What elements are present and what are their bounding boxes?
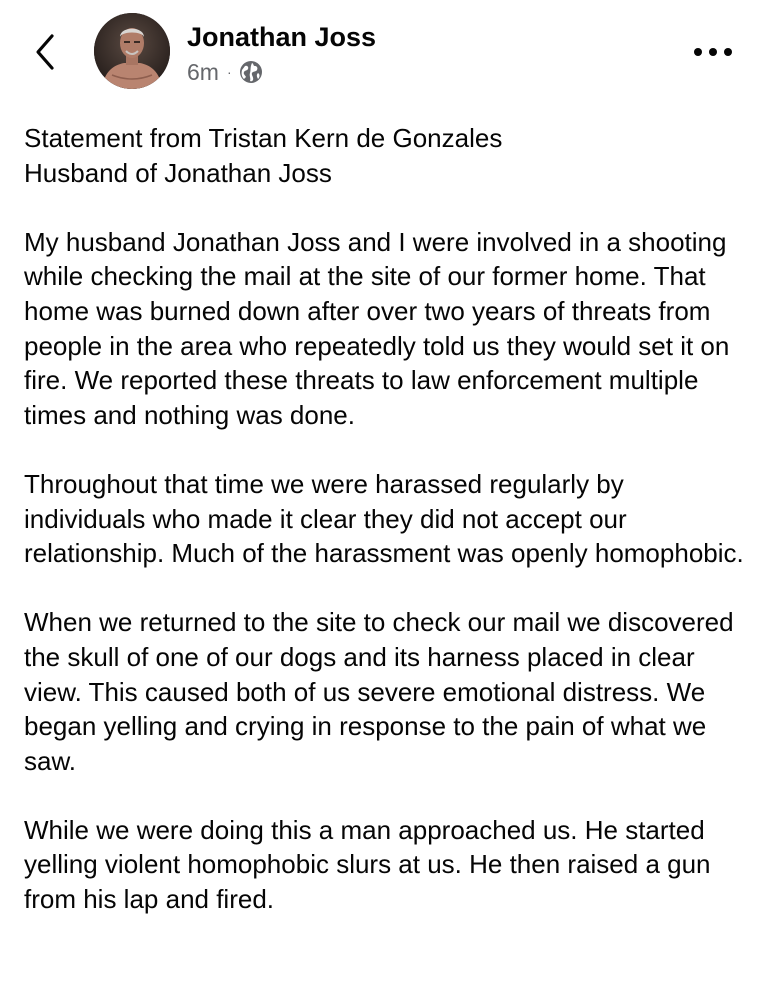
chevron-left-icon [26, 30, 66, 74]
paragraph-2: Throughout that time we were harassed regularly by individuals who made it clear they did not accept our relationship. Much of the harassment was openly homophobic. [24, 468, 744, 569]
author-name[interactable]: Jonathan Joss [187, 22, 377, 52]
heading-line-1: Statement from Tristan Kern de Gonzales [24, 123, 503, 153]
profile-photo [94, 13, 170, 89]
more-dot [709, 48, 717, 56]
post-text [24, 121, 744, 951]
timestamp[interactable]: 6m [187, 59, 219, 85]
paragraph-4: While we were doing this a man approached us. He started yelling violent homophobic slurs at us. He then raised a gun from his lap and fired. [24, 814, 711, 915]
post-header [0, 0, 759, 110]
globe-icon[interactable] [239, 60, 263, 84]
avatar[interactable] [94, 13, 170, 89]
post-meta [187, 58, 263, 86]
more-dot [724, 48, 732, 56]
post-heading [24, 121, 744, 190]
more-dot [694, 48, 702, 56]
heading-line-2: Husband of Jonathan Joss [24, 157, 332, 188]
paragraph-1: My husband Jonathan Joss and I were involved in a shooting while checking the mail at the site of our former home. That home was burned down after over two years of threats from people in the area who repeatedly told us they would set it on fire. We reported these threats to law enforcement multiple times and nothing was done. [24, 226, 730, 430]
back-button[interactable] [26, 30, 66, 74]
more-options-button[interactable] [690, 38, 736, 66]
paragraph-3: When we returned to the site to check our mail we discovered the skull of one of our dogs and its harness placed in clear view. This caused both of us severe emotional distress. We began yelling and crying in response to the pain of what we saw. [24, 607, 734, 776]
meta-separator: · [226, 64, 232, 80]
